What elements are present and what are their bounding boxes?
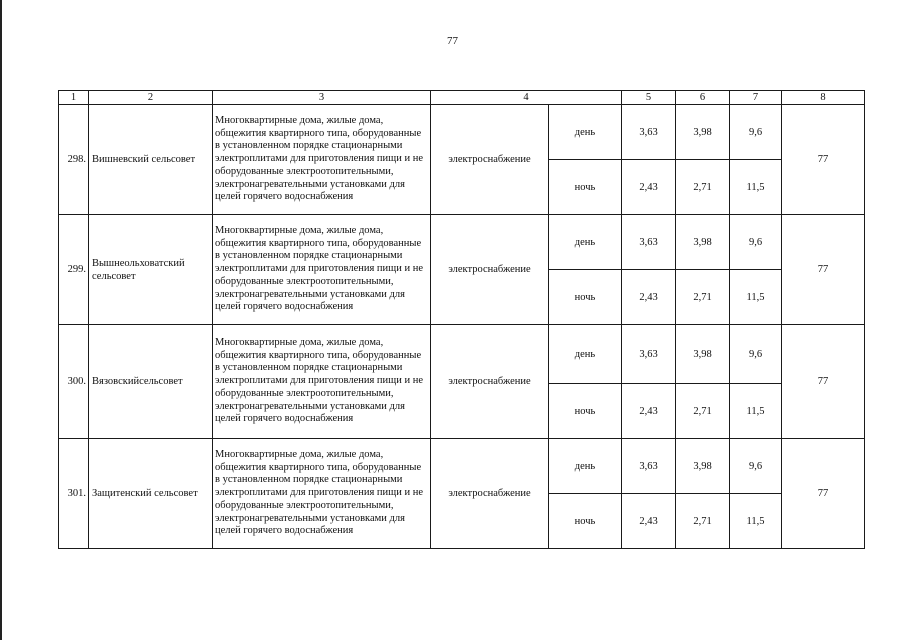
time-zone-night: ночь: [549, 160, 622, 215]
row-number: 299.: [59, 215, 89, 325]
value-col5: 3,63: [622, 325, 676, 384]
header-cell: 3: [213, 91, 431, 105]
value-col8: 77: [782, 325, 865, 439]
value-col7: 9,6: [730, 105, 782, 160]
time-zone-night: ночь: [549, 384, 622, 439]
housing-description: Многоквартирные дома, жилые дома, общежития квартирного типа, оборудованные в установленном порядке стационарными электроплитами для приготовления пищи и не оборудованные электроотопительными, электронагревательными установками для целей горячего водоснабжения: [213, 105, 431, 215]
service-type: электроснабжение: [431, 439, 549, 549]
value-col5: 2,43: [622, 384, 676, 439]
time-zone-day: день: [549, 439, 622, 494]
housing-description: Многоквартирные дома, жилые дома, общежития квартирного типа, оборудованные в установленном порядке стационарными электроплитами для приготовления пищи и не оборудованные электроотопительными, электронагревательными установками для целей горячего водоснабжения: [213, 215, 431, 325]
value-col5: 2,43: [622, 494, 676, 549]
time-zone-night: ночь: [549, 494, 622, 549]
housing-description: Многоквартирные дома, жилые дома, общежития квартирного типа, оборудованные в установленном порядке стационарными электроплитами для приготовления пищи и не оборудованные электроотопительными, электронагревательными установками для целей горячего водоснабжения: [213, 439, 431, 549]
value-col7: 9,6: [730, 439, 782, 494]
value-col6: 3,98: [676, 439, 730, 494]
value-col5: 2,43: [622, 160, 676, 215]
table-header-row: [59, 91, 865, 105]
table-row: [59, 105, 865, 160]
settlement-name: Вязовскийсельсовет: [89, 325, 213, 439]
value-col8: 77: [782, 105, 865, 215]
table-row: [59, 325, 865, 384]
service-type: электроснабжение: [431, 215, 549, 325]
value-col6: 2,71: [676, 494, 730, 549]
value-col7: 11,5: [730, 160, 782, 215]
header-cell: 2: [89, 91, 213, 105]
service-type: электроснабжение: [431, 105, 549, 215]
table-body: [59, 91, 865, 549]
settlement-name: Вишневский сельсовет: [89, 105, 213, 215]
header-cell: 8: [782, 91, 865, 105]
time-zone-day: день: [549, 325, 622, 384]
time-zone-day: день: [549, 215, 622, 270]
header-cell: 6: [676, 91, 730, 105]
row-number: 298.: [59, 105, 89, 215]
value-col6: 3,98: [676, 325, 730, 384]
value-col5: 3,63: [622, 439, 676, 494]
value-col7: 9,6: [730, 325, 782, 384]
value-col6: 3,98: [676, 105, 730, 160]
value-col7: 11,5: [730, 384, 782, 439]
value-col6: 2,71: [676, 270, 730, 325]
settlement-name: Защитенский сельсовет: [89, 439, 213, 549]
tariff-table: [58, 90, 865, 549]
table-row: [59, 439, 865, 494]
header-cell: 1: [59, 91, 89, 105]
scan-edge: [0, 0, 2, 640]
row-number: 301.: [59, 439, 89, 549]
value-col6: 2,71: [676, 384, 730, 439]
value-col6: 2,71: [676, 160, 730, 215]
value-col8: 77: [782, 215, 865, 325]
value-col7: 11,5: [730, 270, 782, 325]
page-number: 77: [447, 35, 458, 47]
housing-description: Многоквартирные дома, жилые дома, общежития квартирного типа, оборудованные в установленном порядке стационарными электроплитами для приготовления пищи и не оборудованные электроотопительными, электронагревательными установками для целей горячего водоснабжения: [213, 325, 431, 439]
header-cell: 7: [730, 91, 782, 105]
header-cell: 4: [431, 91, 622, 105]
value-col5: 3,63: [622, 105, 676, 160]
header-cell: 5: [622, 91, 676, 105]
value-col7: 9,6: [730, 215, 782, 270]
table-row: [59, 215, 865, 270]
value-col5: 2,43: [622, 270, 676, 325]
service-type: электроснабжение: [431, 325, 549, 439]
value-col7: 11,5: [730, 494, 782, 549]
value-col8: 77: [782, 439, 865, 549]
row-number: 300.: [59, 325, 89, 439]
settlement-name: Вышнеольховатский сельсовет: [89, 215, 213, 325]
value-col5: 3,63: [622, 215, 676, 270]
time-zone-night: ночь: [549, 270, 622, 325]
value-col6: 3,98: [676, 215, 730, 270]
time-zone-day: день: [549, 105, 622, 160]
